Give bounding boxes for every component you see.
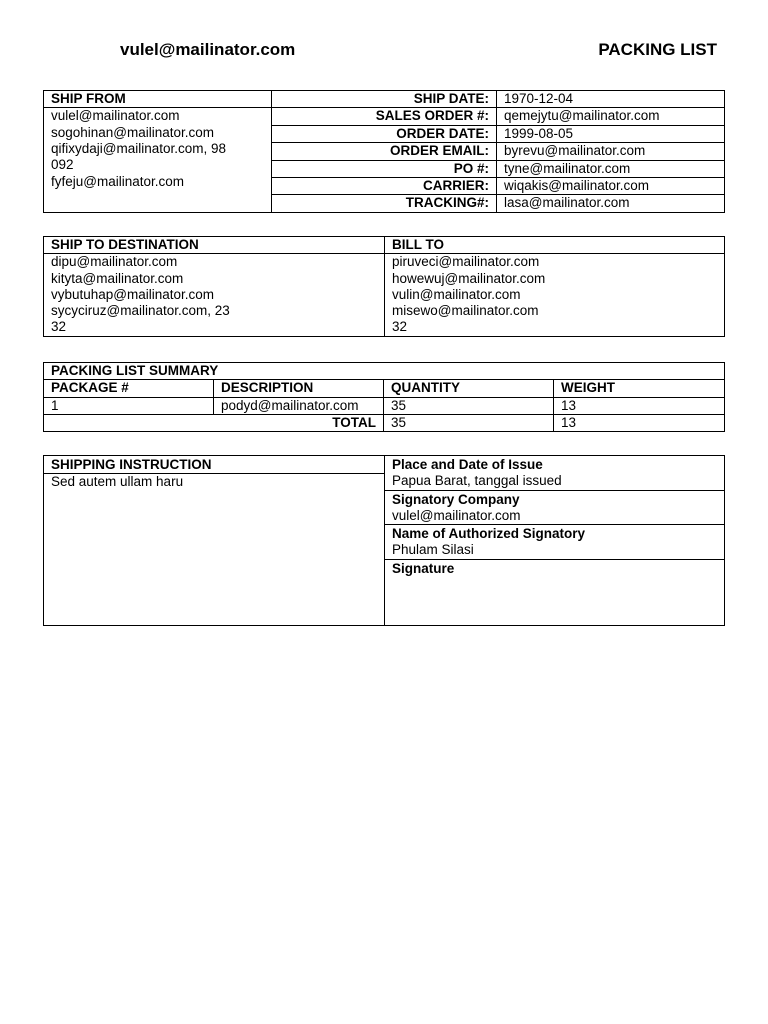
- place-date-label: Place and Date of Issue: [392, 457, 543, 472]
- shipping-instruction-label: SHIPPING INSTRUCTION: [44, 456, 385, 474]
- ship-to-line: dipu@mailinator.com: [51, 254, 178, 270]
- bill-to-line: vulin@mailinator.com: [392, 286, 521, 302]
- ship-to-line: kityta@mailinator.com: [51, 270, 184, 286]
- place-date-value: Papua Barat, tanggal issued: [392, 473, 562, 489]
- order-date-value: 1999-08-05: [497, 125, 725, 142]
- summary-header-row: [44, 380, 725, 397]
- description-cell: podyd@mailinator.com: [214, 397, 384, 414]
- carrier-value: wiqakis@mailinator.com: [497, 177, 725, 194]
- ship-from-line: 092: [51, 157, 74, 173]
- bill-to-address: [385, 254, 725, 337]
- header-email: vulel@mailinator.com: [120, 40, 296, 59]
- authorized-signatory-label: Name of Authorized Signatory: [392, 526, 586, 542]
- shipping-instruction-text: Sed autem ullam haru: [44, 474, 385, 625]
- document-title: PACKING LIST: [598, 40, 717, 59]
- ship-date-value: 1970-12-04: [497, 91, 725, 108]
- summary-title: PACKING LIST SUMMARY: [44, 363, 725, 380]
- ship-from-order-table: [43, 90, 725, 213]
- weight-cell: 13: [554, 397, 725, 414]
- order-email-value: byrevu@mailinator.com: [497, 143, 725, 160]
- signatory-company-cell: [385, 490, 725, 525]
- ship-from-line: vulel@mailinator.com: [51, 108, 180, 124]
- signatory-company-value: vulel@mailinator.com: [392, 507, 521, 523]
- shipping-instruction-table: [43, 455, 725, 626]
- ship-to-address: [44, 254, 385, 337]
- carrier-label: CARRIER:: [272, 177, 497, 194]
- ship-from-line: fyfeju@mailinator.com: [51, 173, 185, 189]
- tracking-label: TRACKING#:: [272, 195, 497, 212]
- po-value: tyne@mailinator.com: [497, 160, 725, 177]
- bill-to-line: piruveci@mailinator.com: [392, 254, 540, 270]
- ship-to-bill-to-table: [43, 236, 725, 337]
- total-label: TOTAL: [44, 414, 384, 431]
- total-row: [44, 414, 725, 431]
- tracking-value: lasa@mailinator.com: [497, 195, 725, 212]
- place-date-cell: [385, 456, 725, 491]
- bill-to-line: howewuj@mailinator.com: [392, 270, 546, 286]
- bill-to-line: misewo@mailinator.com: [392, 303, 539, 319]
- column-header: QUANTITY: [384, 380, 554, 397]
- bill-to-label: BILL TO: [385, 237, 725, 254]
- sales-order-value: qemejytu@mailinator.com: [497, 108, 725, 125]
- package-number-cell: 1: [44, 397, 214, 414]
- ship-from-address: [44, 108, 272, 212]
- po-label: PO #:: [272, 160, 497, 177]
- ship-to-line: vybutuhap@mailinator.com: [51, 286, 215, 302]
- ship-date-label: SHIP DATE:: [272, 91, 497, 108]
- bill-to-line: 32: [392, 319, 408, 335]
- ship-from-line: qifixydaji@mailinator.com, 98: [51, 140, 227, 156]
- column-header: WEIGHT: [554, 380, 725, 397]
- packing-summary-table: [43, 362, 725, 432]
- table-row: [44, 397, 725, 414]
- signature-label: Signature: [385, 559, 725, 625]
- order-email-label: ORDER EMAIL:: [272, 143, 497, 160]
- ship-to-line: 32: [51, 319, 67, 335]
- column-header: DESCRIPTION: [214, 380, 384, 397]
- authorized-signatory-cell: [385, 525, 725, 560]
- authorized-signatory-value: Phulam Silasi: [392, 542, 474, 558]
- sales-order-label: SALES ORDER #:: [272, 108, 497, 125]
- quantity-cell: 35: [384, 397, 554, 414]
- ship-to-label: SHIP TO DESTINATION: [44, 237, 385, 254]
- ship-from-label: SHIP FROM: [44, 91, 272, 108]
- order-date-label: ORDER DATE:: [272, 125, 497, 142]
- ship-to-line: sycyciruz@mailinator.com, 23: [51, 303, 230, 319]
- total-weight: 13: [554, 414, 725, 431]
- total-quantity: 35: [384, 414, 554, 431]
- column-header: PACKAGE #: [44, 380, 214, 397]
- ship-from-line: sogohinan@mailinator.com: [51, 124, 215, 140]
- signatory-company-label: Signatory Company: [392, 491, 520, 507]
